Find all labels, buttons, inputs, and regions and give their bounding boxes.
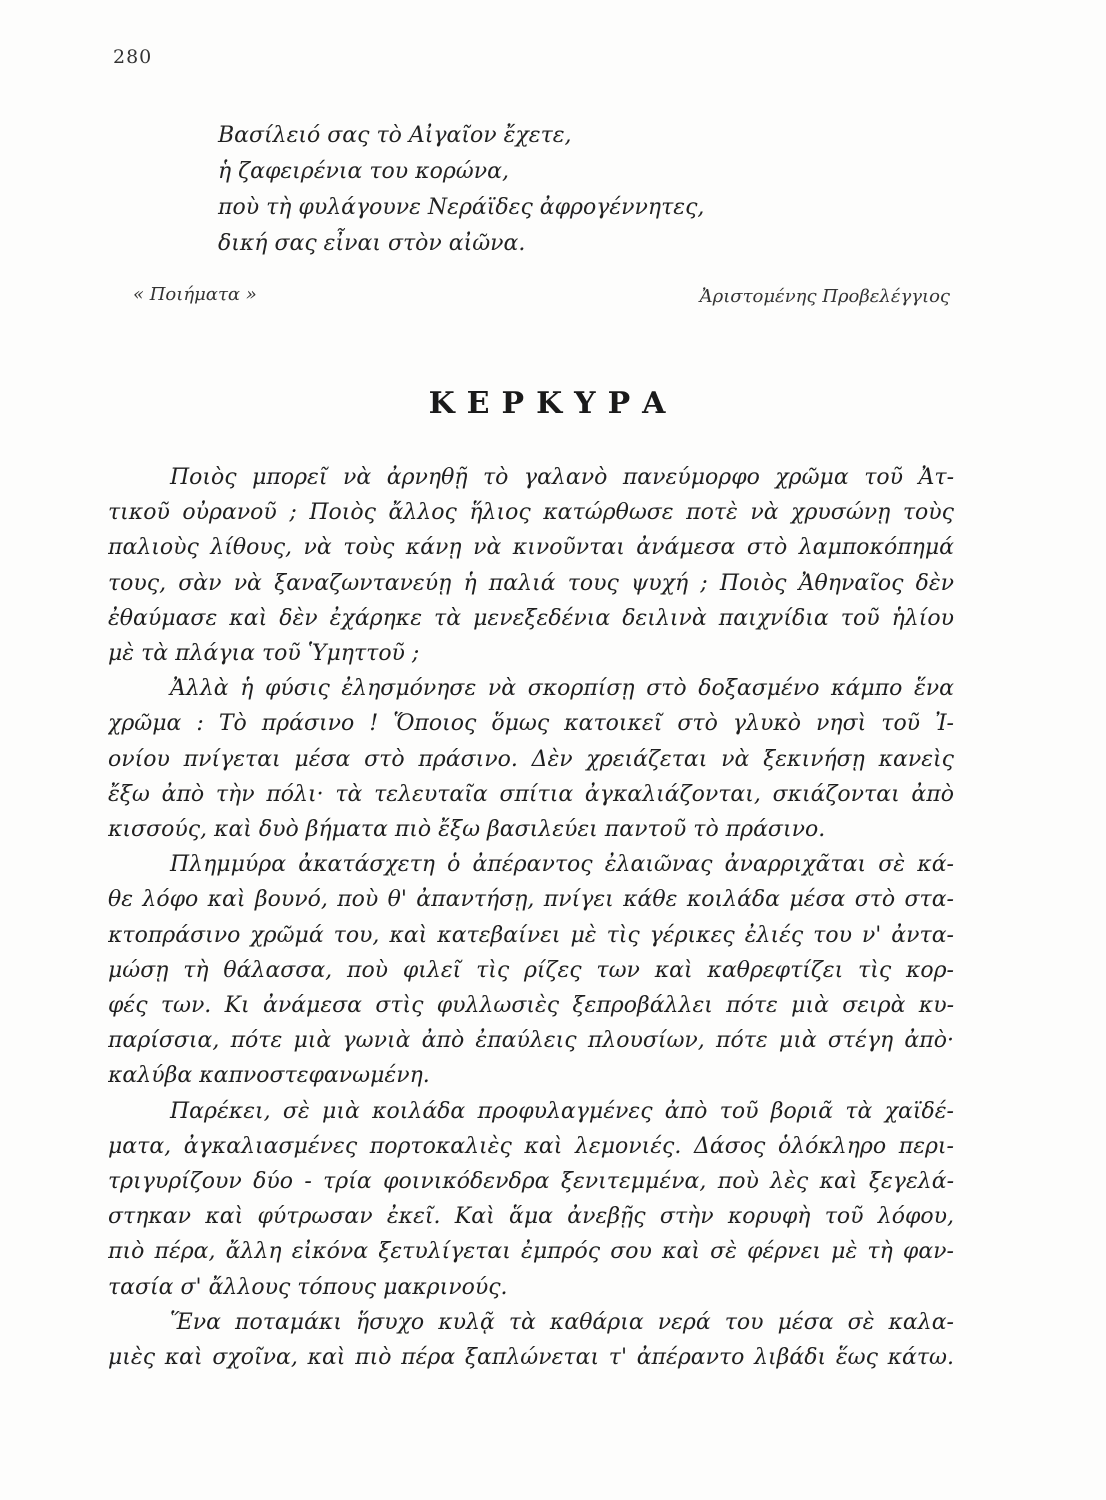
text-line: κτοπράσινο χρῶμά του, καὶ κατεβαίνει μὲ τὶς γέρικες ἐλιές του ν' ἀντα- <box>108 922 954 948</box>
text-line: τριγυρίζουν δύο - τρία φοινικόδενδρα ξενιτεμμένα, ποὺ λὲς καὶ ξεγελά- <box>108 1169 954 1195</box>
text-line: παλιοὺς λίθους, νὰ τοὺς κάνῃ νὰ κινοῦνται ἀνάμεσα στὸ λαμποκόπημά <box>108 535 954 561</box>
text-line: Πλημμύρα ἀκατάσχετη ὁ ἀπέραντος ἐλαιῶνας ἀναρριχᾶται σὲ κά- <box>170 852 954 878</box>
text-line: μώσῃ τὴ θάλασσα, ποὺ φιλεῖ τὶς ρίζες των καὶ καθρεφτίζει τὶς κορ- <box>108 957 954 983</box>
text-line: ἔξω ἀπὸ τὴν πόλι· τὰ τελευταῖα σπίτια ἀγκαλιάζονται, σκιάζονται ἀπὸ <box>108 781 954 807</box>
text-line: τασία σ' ἄλλους τόπους μακρινούς. <box>108 1274 508 1300</box>
poem-line: ἡ ζαφειρένια του κορώνα, <box>218 159 509 184</box>
text-line: παρίσσια, πότε μιὰ γωνιὰ ἀπὸ ἐπαύλεις πλουσίων, πότε μιὰ στέγη ἀπὸ· <box>108 1028 954 1054</box>
text-line: στηκαν καὶ φύτρωσαν ἐκεῖ. Καὶ ἅμα ἀνεβῇς στὴν κορυφὴ τοῦ λόφου, <box>108 1204 954 1230</box>
chapter-title: ΚΕΡΚΥΡΑ <box>428 386 678 421</box>
text-line: Ἀλλὰ ἡ φύσις ἐλησμόνησε νὰ σκορπίσῃ στὸ δοξασμένο κάμπο ἕνα <box>170 676 954 702</box>
poem-line: Βασίλειό σας τὸ Αἰγαῖον ἔχετε, <box>218 123 572 148</box>
text-line: κισσούς, καὶ δυὸ βήματα πιὸ ἔξω βασιλεύει παντοῦ τὸ πράσινο. <box>108 817 826 843</box>
text-line: μὲ τὰ πλάγια τοῦ Ὑμηττοῦ ; <box>108 641 420 667</box>
text-line: καλύβα καπνοστεφανωμένη. <box>108 1063 430 1089</box>
poem-line: δική σας εἶναι στὸν αἰῶνα. <box>218 231 526 256</box>
text-line: ονίου πνίγεται μέσα στὸ πράσινο. Δὲν χρειάζεται νὰ ξεκινήσῃ κανεὶς <box>108 746 954 772</box>
text-line: Παρέκει, σὲ μιὰ κοιλάδα προφυλαγμένες ἀπὸ τοῦ βοριᾶ τὰ χαϊδέ- <box>170 1098 954 1124</box>
epigraph-poem <box>218 118 858 262</box>
text-line: φές των. Κι ἀνάμεσα στὶς φυλλωσιὲς ξεπροβάλλει πότε μιὰ σειρὰ κυ- <box>108 993 954 1019</box>
text-line: ματα, ἀγκαλιασμένες πορτοκαλιὲς καὶ λεμονιές. Δάσος ὁλόκληρο περι- <box>108 1133 954 1159</box>
text-line: πιὸ πέρα, ἄλλη εἰκόνα ξετυλίγεται ἐμπρός σου καὶ σὲ φέρνει μὲ τὴ φαν- <box>108 1239 954 1265</box>
text-line: τους, σὰν νὰ ξαναζωντανεύῃ ἡ παλιά τους ψυχή ; Ποιὸς Ἀθηναῖος δὲν <box>108 570 954 596</box>
text-line: τικοῦ οὐρανοῦ ; Ποιὸς ἄλλος ἥλιος κατώρθωσε ποτὲ νὰ χρυσώνῃ τοὺς <box>108 500 954 526</box>
text-line: χρῶμα : Τὸ πράσινο ! Ὅποιος ὅμως κατοικεῖ στὸ γλυκὸ νησὶ τοῦ Ἰ- <box>108 711 954 737</box>
body-text <box>108 460 954 1375</box>
poem-line: ποὺ τὴ φυλάγουνε Νεράϊδες ἀφρογέννητες, <box>218 195 705 220</box>
text-line: Ποιὸς μπορεῖ νὰ ἀρνηθῇ τὸ γαλανὸ πανεύμορφο χρῶμα τοῦ Ἀτ- <box>170 465 954 490</box>
text-line: θε λόφο καὶ βουνό, ποὺ θ' ἀπαντήσῃ, πνίγει κάθε κοιλάδα μέσα στὸ στα- <box>108 887 954 913</box>
text-line: μιὲς καὶ σχοῖνα, καὶ πιὸ πέρα ξαπλώνεται τ' ἀπέραντο λιβάδι ἕως κάτω. <box>108 1345 954 1371</box>
poem-author: Ἀριστομένης Προβελέγγιος <box>699 286 950 307</box>
poem-source: « Ποιήματα » <box>133 284 257 305</box>
text-line: ἐθαύμασε καὶ δὲν ἐχάρηκε τὰ μενεξεδένια δειλινὰ παιχνίδια τοῦ ἡλίου <box>108 605 954 631</box>
page-number: 280 <box>113 46 153 68</box>
text-line: Ἕνα ποταμάκι ἥσυχο κυλᾷ τὰ καθάρια νερά του μέσα σὲ καλα- <box>170 1309 954 1335</box>
